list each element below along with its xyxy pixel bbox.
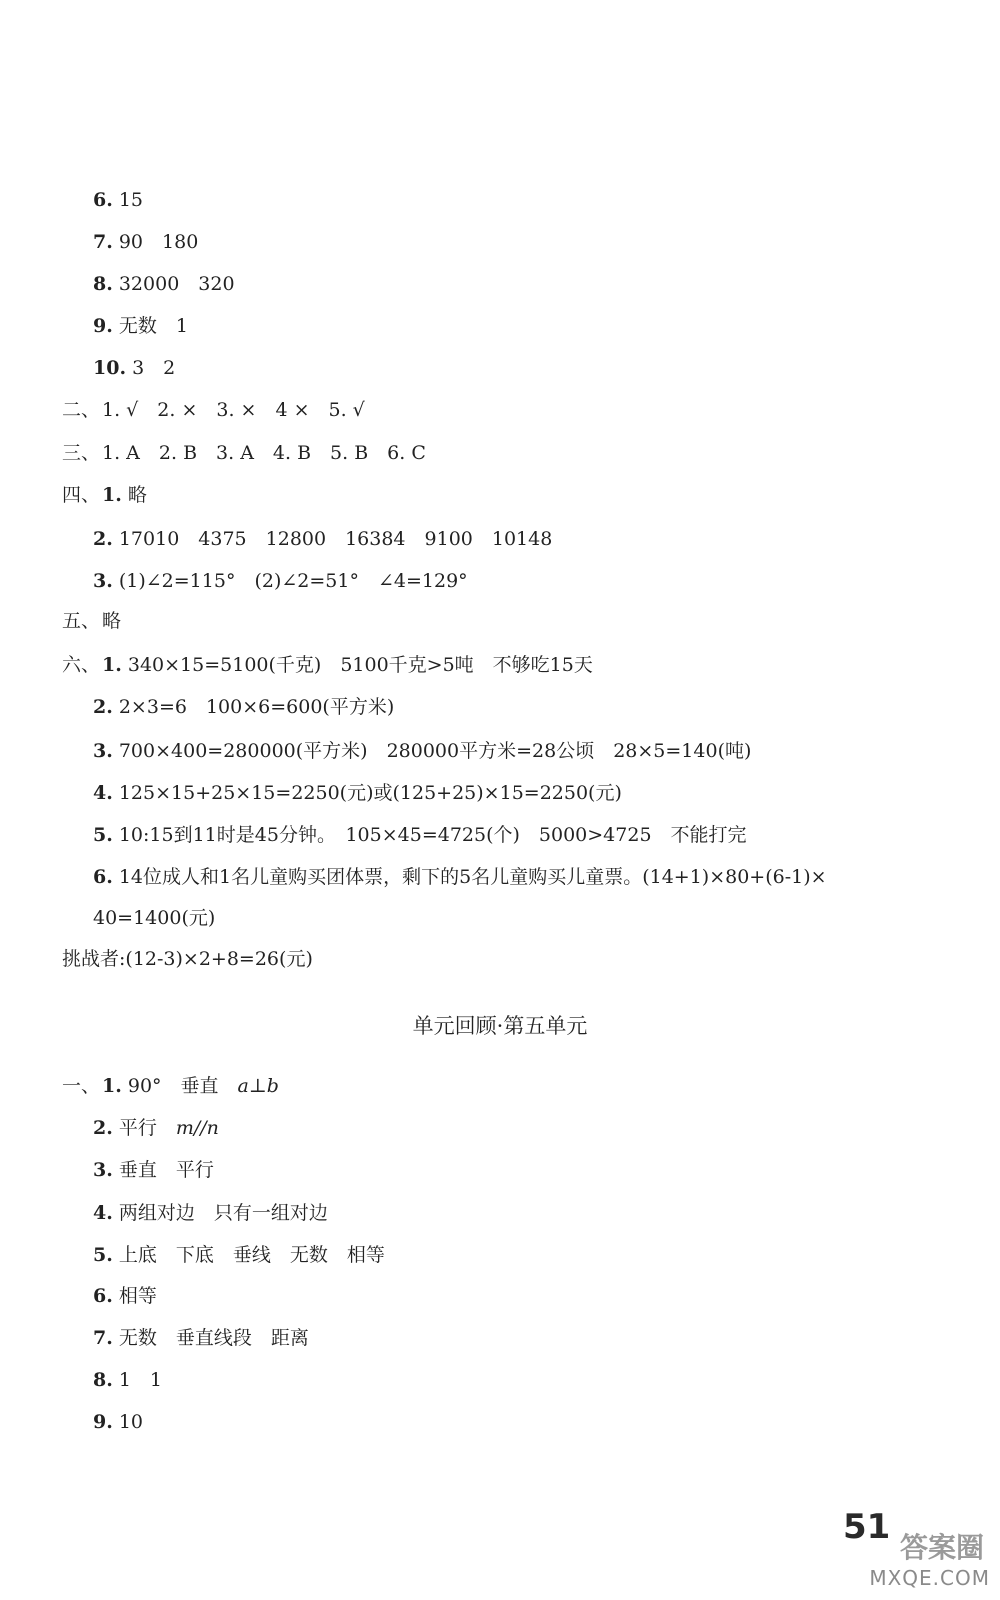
- answer-text: 90° 垂直: [127, 1075, 238, 1097]
- item-number: 6.: [93, 1285, 113, 1307]
- item-number: 1.: [102, 654, 122, 676]
- answer-line: [93, 781, 622, 805]
- answer-line: [93, 865, 827, 889]
- section-six-line: [62, 653, 593, 677]
- item-number: 5.: [93, 824, 113, 846]
- answer-line: [93, 569, 468, 593]
- answer-line: [93, 314, 188, 338]
- answer-text: 挑战者:(12-3)×2+8=26(元): [62, 948, 313, 970]
- answer-text: 无数 1: [118, 315, 188, 337]
- answer-text: 无数 垂直线段 距离: [118, 1327, 309, 1349]
- answer-line: [93, 739, 751, 763]
- answer-line: [93, 823, 747, 847]
- answer-line: [93, 1201, 328, 1225]
- answer-text: 90 180: [118, 231, 199, 253]
- math-notation: m//n: [175, 1117, 219, 1139]
- unit5-section-one-line: [62, 1074, 279, 1098]
- item-number: 3.: [93, 570, 113, 592]
- answer-line: [93, 1158, 214, 1182]
- section-three-line: [62, 441, 426, 465]
- answer-line: [93, 188, 143, 212]
- section-label: 二、: [62, 399, 101, 421]
- answer-line: [93, 1410, 143, 1434]
- item-number: 9.: [93, 315, 113, 337]
- section-label: 一、: [62, 1075, 101, 1097]
- answer-text: 1. A 2. B 3. A 4. B 5. B 6. C: [102, 442, 426, 464]
- answer-line: [93, 1243, 385, 1267]
- answer-text: 略: [102, 610, 122, 632]
- answer-text: 14位成人和1名儿童购买团体票，剩下的5名儿童购买儿童票。(14+1)×80+(6-1)×: [118, 866, 827, 888]
- challenge-line: [62, 947, 313, 971]
- section-two-line: [62, 398, 365, 422]
- item-number: 1.: [102, 1075, 122, 1097]
- section-label: 五、: [62, 610, 101, 632]
- answer-text: 1 1: [118, 1369, 163, 1391]
- answer-line: [93, 1116, 219, 1140]
- answer-text: 垂直 平行: [118, 1159, 214, 1181]
- answer-text: 340×15=5100(千克) 5100千克>5吨 不够吃15天: [127, 654, 593, 676]
- section-label: 六、: [62, 654, 101, 676]
- answer-line: [93, 695, 394, 719]
- item-number: 3.: [93, 1159, 113, 1181]
- item-number: 1.: [102, 484, 122, 506]
- item-number: 9.: [93, 1411, 113, 1433]
- answer-line: [93, 527, 552, 551]
- item-number: 5.: [93, 1244, 113, 1266]
- answer-text: 上底 下底 垂线 无数 相等: [118, 1244, 385, 1266]
- answer-text: 125×15+25×15=2250(元)或(125+25)×15=2250(元): [118, 782, 622, 804]
- item-number: 8.: [93, 273, 113, 295]
- answer-text: 15: [118, 189, 144, 211]
- answer-text: 40=1400(元): [93, 907, 216, 929]
- item-number: 2.: [93, 696, 113, 718]
- answer-text: 略: [127, 484, 147, 506]
- answer-line: [93, 272, 235, 296]
- answer-text: 10: [118, 1411, 144, 1433]
- section-four-line: [62, 483, 147, 507]
- answer-line: [93, 1368, 162, 1392]
- unit-title: 单元回顾·第五单元: [412, 1014, 588, 1038]
- answer-line: [93, 1326, 309, 1350]
- item-number: 2.: [93, 528, 113, 550]
- item-number: 8.: [93, 1369, 113, 1391]
- item-number: 4.: [93, 1202, 113, 1224]
- item-number: 6.: [93, 866, 113, 888]
- item-number: 3.: [93, 740, 113, 762]
- section-five-line: [62, 609, 121, 633]
- answer-line: [93, 230, 198, 254]
- math-notation: a⊥b: [237, 1075, 279, 1097]
- item-number: 7.: [93, 231, 113, 253]
- page-number: 51: [843, 1507, 891, 1547]
- answer-text: 两组对边 只有一组对边: [118, 1202, 328, 1224]
- answer-text: 2×3=6 100×6=600(平方米): [118, 696, 395, 718]
- answer-text: 17010 4375 12800 16384 9100 10148: [118, 528, 553, 550]
- watermark-logo-text: 答案圈: [899, 1531, 984, 1564]
- answer-text: 3 2: [132, 357, 176, 379]
- section-label: 三、: [62, 442, 101, 464]
- answer-line: [93, 1284, 157, 1308]
- watermark-url: MXQE.COM: [869, 1566, 990, 1590]
- item-number: 4.: [93, 782, 113, 804]
- item-number: 6.: [93, 189, 113, 211]
- answer-text: 平行: [118, 1117, 176, 1139]
- answer-text: 700×400=280000(平方米) 280000平方米=28公顷 28×5=140(吨): [118, 740, 752, 762]
- item-number: 7.: [93, 1327, 113, 1349]
- answer-text: 相等: [118, 1285, 157, 1307]
- answer-text: 1. √ 2. × 3. × 4 × 5. √: [102, 399, 365, 421]
- answer-text: (1)∠2=115° (2)∠2=51° ∠4=129°: [118, 570, 468, 592]
- section-label: 四、: [62, 484, 101, 506]
- answer-line: [93, 356, 175, 380]
- item-number: 10.: [93, 357, 127, 379]
- answer-continuation: [93, 906, 215, 930]
- answer-text: 10:15到11时是45分钟。 105×45=4725(个) 5000>4725 不能打完: [118, 824, 747, 846]
- item-number: 2.: [93, 1117, 113, 1139]
- answer-text: 32000 320: [118, 273, 235, 295]
